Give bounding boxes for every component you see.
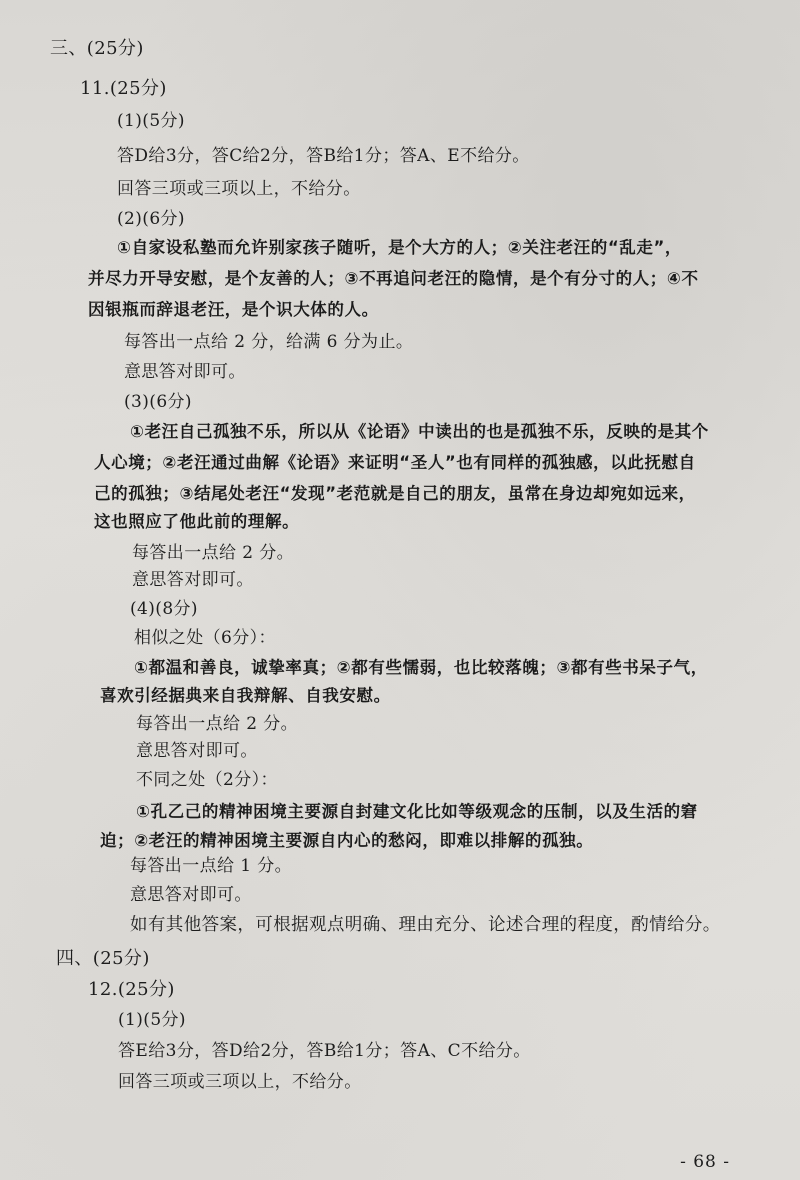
q11-2-answer-line-3: 因银瓶而辞退老汪，是个识大体的人。 (88, 300, 379, 319)
q11-4-different-heading: 不同之处（2分）： (136, 770, 278, 790)
q11-4-similar-line-2: 喜欢引经据典来自我辩解、自我安慰。 (100, 686, 391, 705)
q11-4-similar-meaning: 意思答对即可。 (136, 741, 258, 761)
q11-4-different-line-2: 迫；②老汪的精神困境主要源自内心的愁闷，即难以排解的孤独。 (100, 831, 594, 850)
q12-1-answer-line: 答E给3分，答D给2分，答B给1分；答A、C不给分。 (118, 1041, 531, 1061)
q11-4-similar-scoring: 每答出一点给 2 分。 (136, 714, 299, 734)
q12-subquestion-1-heading: (1)(5分) (118, 1010, 186, 1030)
subquestion-3-heading: (3)(6分) (124, 392, 192, 412)
question-12-heading: 12.(25分) (88, 979, 175, 1000)
q11-1-rule-line: 回答三项或三项以上，不给分。 (117, 179, 361, 199)
q11-3-answer-line-4: 这也照应了他此前的理解。 (94, 512, 300, 531)
q11-4-similar-heading: 相似之处（6分）： (134, 628, 276, 648)
q11-4-different-scoring: 每答出一点给 1 分。 (130, 856, 293, 876)
q11-2-scoring-line: 每答出一点给 2 分，给满 6 分为止。 (124, 332, 414, 352)
subquestion-2-heading: (2)(6分) (117, 209, 185, 229)
q11-2-answer-line-1: ①自家设私塾而允许别家孩子随听，是个大方的人；②关注老汪的“乱走”， (117, 238, 683, 257)
subquestion-1-heading: (1)(5分) (117, 111, 185, 131)
subquestion-4-heading: (4)(8分) (130, 599, 198, 619)
q11-3-answer-line-1: ①老汪自己孤独不乐，所以从《论语》中读出的也是孤独不乐，反映的是其个 (130, 422, 709, 441)
q11-4-different-meaning: 意思答对即可。 (130, 885, 252, 905)
section-heading-three: 三、(25分) (50, 38, 144, 59)
q11-other-answers-note: 如有其他答案，可根据观点明确、理由充分、论述合理的程度，酌情给分。 (130, 915, 721, 935)
q12-1-rule-line: 回答三项或三项以上，不给分。 (118, 1072, 362, 1092)
q11-3-answer-line-3: 己的孤独；③结尾处老汪“发现”老范就是自己的朋友，虽常在身边却宛如远来， (94, 484, 696, 503)
q11-3-scoring-line: 每答出一点给 2 分。 (132, 543, 295, 563)
page-number: - 68 - (680, 1152, 730, 1172)
q11-4-different-line-1: ①孔乙己的精神困境主要源自封建文化比如等级观念的压制，以及生活的窘 (136, 802, 698, 821)
q11-2-answer-line-2: 并尽力开导安慰，是个友善的人；③不再追问老汪的隐情，是个有分寸的人；④不 (88, 269, 699, 288)
q11-1-answer-line: 答D给3分，答C给2分，答B给1分；答A、E不给分。 (117, 146, 530, 166)
section-heading-four: 四、(25分) (56, 948, 150, 969)
q11-3-meaning-line: 意思答对即可。 (132, 570, 254, 590)
q11-4-similar-line-1: ①都温和善良，诚挚率真；②都有些懦弱，也比较落魄；③都有些书呆子气， (134, 658, 708, 677)
q11-2-meaning-line: 意思答对即可。 (124, 362, 246, 382)
question-11-heading: 11.(25分) (80, 78, 167, 99)
q11-3-answer-line-2: 人心境；②老汪通过曲解《论语》来证明“圣人”也有同样的孤独感，以此抚慰自 (94, 453, 696, 472)
